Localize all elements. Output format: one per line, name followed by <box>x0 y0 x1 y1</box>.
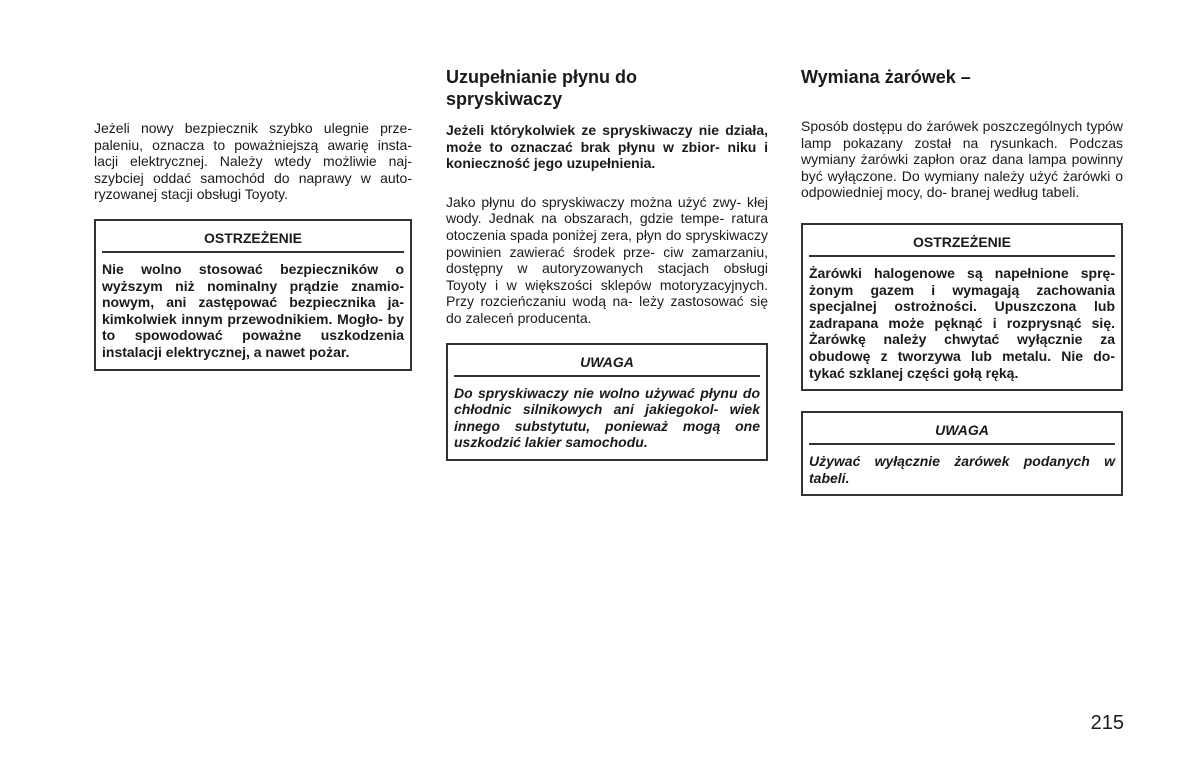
washer-intro-bold: Jeżeli którykolwiek ze spryskiwaczy nie działa, może to oznaczać brak płynu w zbior- niku i konieczność jego uzupełnienia. <box>446 122 768 172</box>
column-right <box>801 66 1123 516</box>
washer-paragraph: Jako płynu do spryskiwaczy można użyć zwy- kłej wody. Jednak na obszarach, gdzie tempe- ratura otoczenia spada poniżej zera, płyn do spryskiwaczy powinien zawierać środek prze- ciw zamarzaniu, dostępny w autoryzowanych stacjach obsługi Toyoty i w większości sklepów motoryzacyjnych. Przy rozcieńczaniu wodą na- leży zastosować się do zaleceń producenta. <box>446 193 768 326</box>
column-middle <box>446 66 768 481</box>
warning-title: OSTRZEŻENIE <box>102 227 404 253</box>
caution-title: UWAGA <box>454 351 760 377</box>
page-number: 215 <box>1090 712 1124 734</box>
bulb-warning-box <box>801 223 1123 391</box>
washer-fluid-heading: Uzupełnianie płynu do spryskiwaczy <box>446 67 638 109</box>
caution-text: Do spryskiwaczy nie wolno używać płynu do chłodnic silnikowych ani jakiegokol- wiek innego substytutu, ponieważ mogą one uszkodzić lakier samochodu. <box>454 384 760 451</box>
bulb-replacement-heading: Wymiana żarówek – <box>801 67 971 87</box>
column-left <box>94 120 412 391</box>
warning-text: Żarówki halogenowe są napełnione sprę- żonym gazem i wymagają zachowania specjalnej ostrożności. Upuszczona lub zadrapana może pęknąć i rozprysnąć się. Żarówkę należy chwytać wyłącznie za obudowę z tworzywa lub metalu. Nie do- tykać szklanej części gołą ręką. <box>809 264 1115 381</box>
caution-title: UWAGA <box>809 419 1115 445</box>
washer-caution-box <box>446 343 768 461</box>
fuse-paragraph: Jeżeli nowy bezpiecznik szybko ulegnie prze- paleniu, oznacza to poważniejszą awarię insta- lacji elektrycznej. Należy wtedy możliwie naj- szybciej oddać samochód do naprawy w auto- ryzowanej stacji obsługi Toyoty. <box>94 120 412 203</box>
bulb-paragraph: Sposób dostępu do żarówek poszczególnych typów lamp pokazany został na rysunkach. Podczas wymiany żarówki zapłon oraz dana lampa powinny być wyłączone. Do wymiany należy użyć żarówki o odpowiedniej mocy, do- branej według tabeli. <box>801 118 1123 201</box>
fuse-warning-box <box>94 219 412 371</box>
warning-title: OSTRZEŻENIE <box>809 231 1115 257</box>
bulb-caution-box <box>801 411 1123 496</box>
caution-text: Używać wyłącznie żarówek podanych w tabeli. <box>809 453 1115 486</box>
warning-text: Nie wolno stosować bezpieczników o wyższym niż nominalny prądzie znamio- nowym, ani zastępować bezpiecznika ja- kimkolwiek innym przewodnikiem. Mogło- by to spowodować poważne uszkodzenia instalacji elektrycznej, a nawet pożar. <box>102 260 404 360</box>
